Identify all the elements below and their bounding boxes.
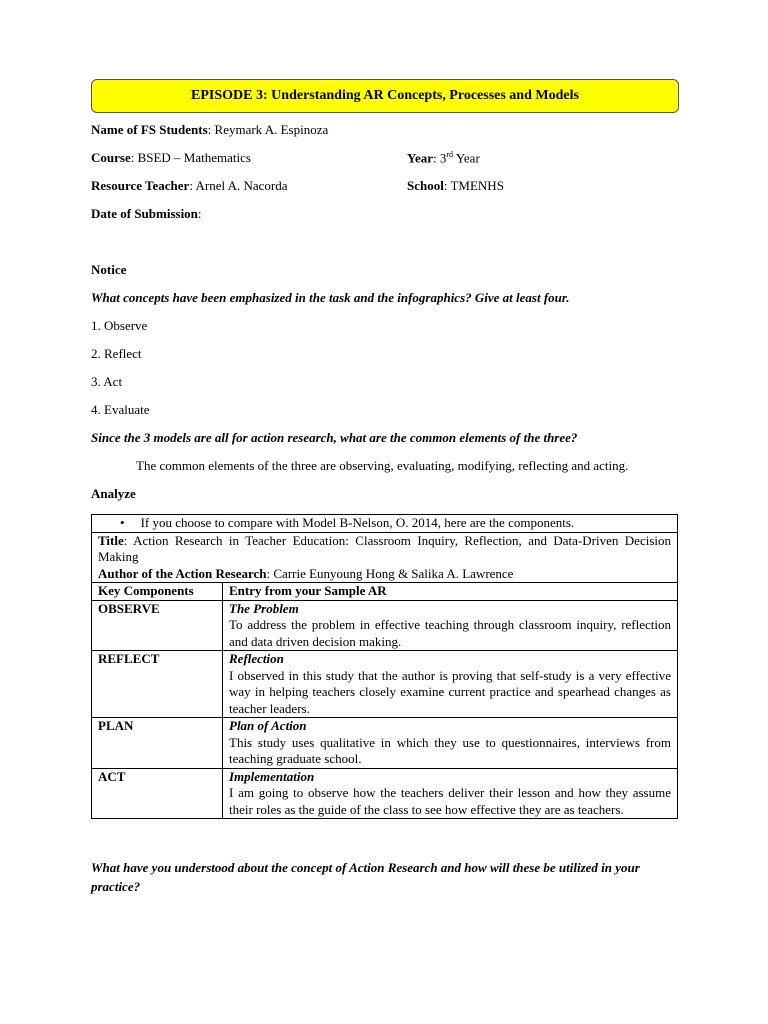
title-author-cell (92, 532, 678, 583)
school-label: School (407, 178, 444, 193)
col-header-components: Key Components (92, 583, 223, 601)
table-header-row (92, 583, 678, 601)
ar-title-value: : Action Research in Teacher Education: Classroom Inquiry, Reflection, and Data-Driven Decision Making (98, 532, 671, 564)
table-row (92, 718, 678, 769)
year-superscript: rd (446, 150, 454, 159)
notice-answer-2: The common elements of the three are observing, evaluating, modifying, reflecting and acting. (136, 458, 629, 473)
submission-label: Date of Submission (91, 206, 198, 221)
component-cell: OBSERVE (92, 600, 223, 651)
student-value: : Reymark A. Espinoza (207, 122, 329, 137)
school-line (407, 178, 504, 194)
notice-heading: Notice (91, 262, 127, 277)
year-label: Year (407, 150, 433, 166)
entry-title: Reflection (229, 651, 284, 666)
episode-title: EPISODE 3: Understanding AR Concepts, Processes and Models (191, 88, 579, 103)
closing-question: What have you understood about the concept of Action Research and how will these be utilized in your practice? (91, 860, 640, 894)
concept-item-3: 3. Act (91, 374, 123, 389)
year-prefix: : 3 (433, 150, 447, 166)
concept-item-4: 4. Evaluate (91, 402, 150, 417)
concept-item-2: 2. Reflect (91, 346, 142, 361)
submission-line (91, 206, 202, 222)
course-label: Course (91, 150, 131, 165)
school-value: : TMENHS (443, 178, 504, 193)
ar-author-value: : Carrie Eunyoung Hong & Salika A. Lawrence (266, 565, 514, 581)
entry-cell (223, 768, 678, 819)
ar-title-label: Title (98, 532, 124, 548)
table-row (92, 768, 678, 819)
entry-text: I observed in this study that the author is proving that self-study is a very effective way in helping teachers closely examine current practice and spearhead changes as teacher leaders. (229, 667, 671, 716)
teacher-label: Resource Teacher (91, 178, 190, 193)
course-value: : BSED – Mathematics (130, 150, 251, 165)
action-research-table (91, 514, 678, 819)
table-row (92, 515, 678, 533)
entry-cell (223, 718, 678, 769)
submission-value: : (197, 206, 202, 221)
notice-question-2: Since the 3 models are all for action research, what are the common elements of the three? (91, 430, 578, 445)
student-label: Name of FS Students (91, 122, 208, 137)
bullet-cell (92, 515, 678, 533)
table-row (92, 651, 678, 718)
col-header-entry: Entry from your Sample AR (223, 583, 678, 601)
entry-cell (223, 651, 678, 718)
entry-text: This study uses qualitative in which they use to questionnaires, interviews from teaching graduate school. (229, 734, 671, 766)
table-row (92, 600, 678, 651)
component-cell: ACT (92, 768, 223, 819)
student-name-line (91, 122, 328, 138)
analyze-heading: Analyze (91, 486, 136, 501)
component-cell: PLAN (92, 718, 223, 769)
episode-title-banner (91, 79, 679, 113)
entry-cell (223, 600, 678, 651)
course-line (91, 150, 251, 166)
teacher-value: : Arnel A. Nacorda (189, 178, 288, 193)
teacher-line (91, 178, 288, 194)
component-cell: REFLECT (92, 651, 223, 718)
entry-title: Plan of Action (229, 718, 307, 733)
year-line (407, 150, 480, 166)
entry-text: To address the problem in effective teaching through classroom inquiry, reflection and data driven decision making. (229, 617, 671, 649)
table-row (92, 532, 678, 583)
notice-question-1: What concepts have been emphasized in the task and the infographics? Give at least four. (91, 290, 570, 305)
entry-title: The Problem (229, 600, 299, 616)
entry-text: I am going to observe how the teachers deliver their lesson and how they assume their roles as the guide of the class to see how effective they are as teachers. (229, 785, 671, 817)
bullet-icon: • (120, 515, 125, 530)
entry-title: Implementation (229, 768, 315, 784)
ar-author-label: Author of the Action Research (98, 565, 267, 581)
concept-item-1: 1. Observe (91, 318, 148, 333)
bullet-text: If you choose to compare with Model B-Nelson, O. 2014, here are the components. (140, 515, 575, 530)
year-suffix: Year (453, 150, 480, 166)
